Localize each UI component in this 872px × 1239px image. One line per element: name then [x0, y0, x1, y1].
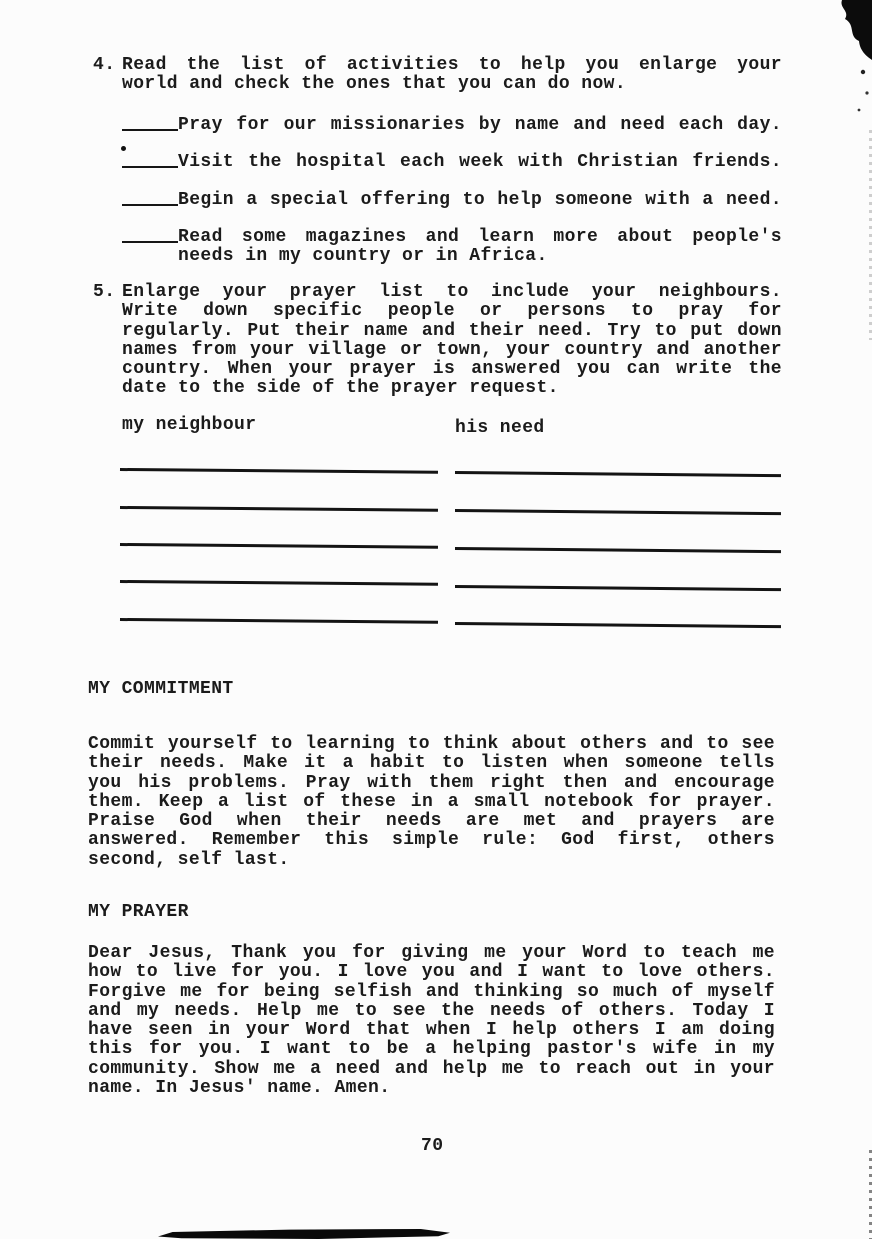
- paragraph-line: have seen in your Word that when I help others I am doing: [88, 1020, 775, 1041]
- paragraph-line: Dear Jesus, Thank you for giving me your Word to teach me: [88, 943, 775, 963]
- paragraph-line: country. When your prayer is answered you can write the: [122, 359, 782, 380]
- paragraph-line: date to the side of the prayer request.: [122, 378, 559, 399]
- write-in-line: [120, 468, 438, 473]
- checklist-item-text: Visit the hospital each week with Christian friends.: [178, 152, 782, 173]
- scan-ink-blob-icon: [832, 0, 872, 125]
- paragraph-line: Read the list of activities to help you enlarge your: [122, 55, 782, 75]
- list-item-4: [93, 56, 782, 95]
- checklist-item: [122, 191, 782, 210]
- write-in-line: [120, 506, 438, 511]
- paragraph-line: name. In Jesus' name. Amen.: [88, 1078, 391, 1099]
- paragraph-line: names from your village or town, your country and another: [122, 339, 782, 360]
- checklist-item: [122, 228, 782, 267]
- paragraph-line: community. Show me a need and help me to reach out in your: [88, 1058, 775, 1079]
- checklist-item-text: Pray for our missionaries by name and need each day.: [178, 115, 782, 135]
- paragraph-line: Enlarge your prayer list to include your neighbours.: [122, 282, 782, 302]
- paragraph-line: world and check the ones that you can do now.: [122, 74, 627, 95]
- list-item-5: [93, 283, 782, 399]
- paragraph-line: this for you. I want to be a helping pastor's wife in my: [88, 1039, 775, 1060]
- paragraph-line: second, self last.: [88, 849, 290, 870]
- write-in-line: [120, 618, 438, 623]
- item-number: 5.: [93, 282, 116, 302]
- paragraph-line: and my needs. Help me to see the needs of others. Today I: [88, 1000, 775, 1021]
- check-blank-line: [122, 191, 178, 206]
- scan-bottom-bar: [158, 1229, 450, 1239]
- paragraph-line: Write down specific people or persons to pray for: [122, 301, 782, 322]
- write-in-line: [455, 622, 781, 628]
- checklist-item: [122, 116, 782, 135]
- commitment-paragraph: [88, 735, 775, 870]
- paragraph-line: you his problems. Pray with them right then and encourage: [88, 772, 775, 793]
- write-in-line: [120, 543, 438, 548]
- write-in-line: [455, 547, 781, 553]
- need-column-header: his need: [455, 418, 545, 438]
- paragraph-line: them. Keep a list of these in a small notebook for prayer.: [88, 791, 775, 812]
- page-number: 70: [421, 1136, 444, 1156]
- write-in-line: [455, 509, 781, 515]
- write-in-line: [455, 471, 781, 477]
- neighbour-column-header: my neighbour: [122, 415, 257, 435]
- activity-checklist: [122, 116, 782, 284]
- commitment-heading: MY COMMITMENT: [88, 679, 234, 699]
- paragraph-line: their needs. Make it a habit to listen when someone tells: [88, 753, 775, 774]
- paragraph-line: regularly. Put their name and their need. Try to put down: [122, 320, 782, 341]
- paragraph-line: answered. Remember this simple rule: God first, others: [88, 830, 775, 851]
- item-number: 4.: [93, 55, 116, 75]
- prayer-heading: MY PRAYER: [88, 902, 189, 922]
- check-blank-line: [122, 116, 178, 131]
- paragraph-line: Forgive me for being selfish and thinking so much of myself: [88, 981, 775, 1002]
- write-in-line: [455, 585, 781, 591]
- paragraph-line: Commit yourself to learning to think about others and to see: [88, 734, 775, 754]
- checklist-item-text: Begin a special offering to help someone with a need.: [178, 189, 782, 210]
- checklist-item-text: needs in my country or in Africa.: [178, 246, 548, 267]
- write-in-line: [120, 580, 438, 585]
- paragraph-line: how to live for you. I love you and I want to love others.: [88, 962, 775, 983]
- checklist-item-text: Read some magazines and learn more about people's: [178, 226, 782, 247]
- prayer-paragraph: [88, 944, 775, 1098]
- check-blank-line: [122, 228, 178, 243]
- check-blank-line: [122, 153, 178, 168]
- checklist-item: [122, 153, 782, 172]
- paragraph-line: Praise God when their needs are met and prayers are: [88, 811, 775, 832]
